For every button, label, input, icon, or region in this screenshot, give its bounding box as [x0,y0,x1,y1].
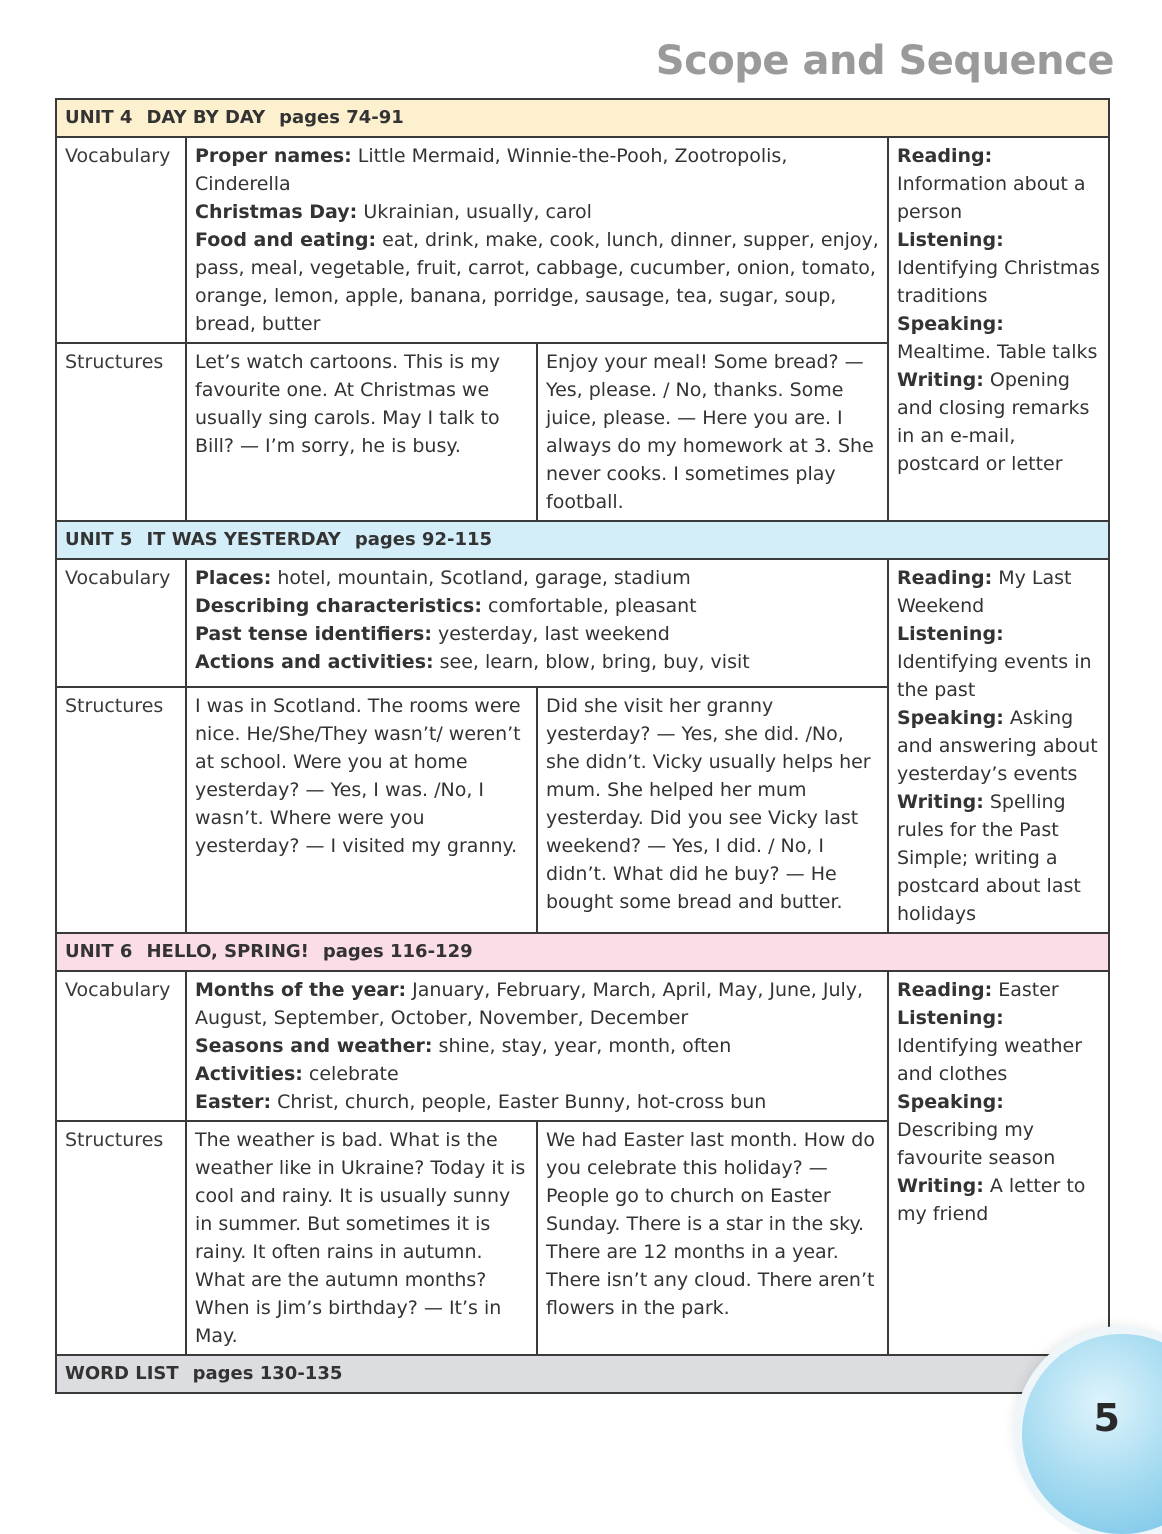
unit-header [56,521,1109,559]
structures-cell-right: Enjoy your meal! Some bread? — Yes, please. / No, thanks. Some juice, please. — Here you are. I always do my homework at 3. She never cooks. I sometimes play football. [537,343,888,521]
vocab-text: Christ, church, people, Easter Bunny, hot-cross bun [271,1091,767,1113]
unit-title: IT WAS YESTERDAY [146,529,341,550]
structures-cell-left: The weather is bad. What is the weather like in Ukraine? Today it is cool and rainy. It is usually sunny in summer. But sometimes it is rainy. It often rains in autumn. What are the autumn months? When is Jim’s birthday? — It’s in May. [186,1121,537,1355]
vocabulary-label: Vocabulary [56,971,186,1121]
word-list-row [56,1355,1109,1393]
page-number: 5 [1093,1396,1120,1440]
skill-text: Identifying Christmas traditions [897,257,1100,307]
vocab-text: Little Mermaid, Winnie-the-Pooh, Zootropolis, Cinderella [195,145,788,195]
skill-text: Information about a person [897,173,1086,223]
vocab-text: Ukrainian, usually, carol [357,201,592,223]
word-list-label: WORD LIST [65,1363,179,1384]
unit-title: HELLO, SPRING! [146,941,309,962]
vocab-key: Activities: [195,1063,303,1085]
vocab-text: eat, drink, make, cook, lunch, dinner, supper, enjoy, pass, meal, vegetable, fruit, carrot, cabbage, cucumber, onion, tomato, orange, lemon, apple, banana, porridge, sausage, tea, sugar, soup, bread, butter [195,229,879,335]
skill-key: Listening: [897,229,1004,251]
vocab-key: Places: [195,567,272,589]
unit-pages: pages 92-115 [354,529,493,550]
vocab-text: yesterday, last weekend [431,623,670,645]
unit-title: DAY BY DAY [146,107,266,128]
skill-key: Reading: [897,567,993,589]
skill-key: Writing: [897,369,984,391]
skill-text: Spelling rules for the Past Simple; writing a postcard about last holidays [897,791,1081,925]
unit-number: UNIT 6 [65,941,133,962]
unit-pages: pages 74-91 [279,107,404,128]
skill-text: Mealtime. Table talks [897,341,1098,363]
skill-key: Listening: [897,623,1004,645]
skills-cell [888,971,1109,1355]
vocab-text: celebrate [302,1063,399,1085]
vocabulary-cell [186,559,888,687]
vocab-key: Proper names: [195,145,352,167]
vocab-text: January, February, March, April, May, June, July, August, September, October, November, December [195,979,864,1029]
vocab-key: Describing characteristics: [195,595,482,617]
unit-header [56,99,1109,137]
skill-text: Identifying events in the past [897,651,1092,701]
vocabulary-label: Vocabulary [56,559,186,687]
vocab-text: see, learn, blow, bring, buy, visit [433,651,750,673]
unit-header [56,933,1109,971]
vocabulary-row [56,559,1109,687]
word-list-header [56,1355,1109,1393]
skill-text: Identifying weather and clothes [897,1035,1083,1085]
structures-cell-right: We had Easter last month. How do you celebrate this holiday? — People go to church on Easter Sunday. There is a star in the sky. There are 12 months in a year. There isn’t any cloud. There aren’t flowers in the park. [537,1121,888,1355]
vocabulary-row [56,137,1109,343]
skills-cell [888,137,1109,521]
scope-sequence-table [55,98,1110,1394]
vocabulary-label: Vocabulary [56,137,186,343]
unit-header-row [56,933,1109,971]
skill-key: Speaking: [897,707,1004,729]
structures-cell-left: Let’s watch cartoons. This is my favourite one. At Christmas we usually sing carols. May I talk to Bill? — I’m sorry, he is busy. [186,343,537,521]
vocab-text: shine, stay, year, month, often [432,1035,732,1057]
vocab-key: Food and eating: [195,229,377,251]
vocab-key: Past tense identifiers: [195,623,432,645]
skill-text: Asking and answering about yesterday’s events [897,707,1098,785]
unit-header-row [56,521,1109,559]
structures-cell-left: I was in Scotland. The rooms were nice. He/She/They wasn’t/ weren’t at school. Were you at home yesterday? — Yes, I was. /No, I wasn’t. Where were you yesterday? — I visited my granny. [186,687,537,933]
skill-key: Reading: [897,145,993,167]
unit-number: UNIT 5 [65,529,133,550]
vocab-key: Seasons and weather: [195,1035,433,1057]
structures-label: Structures [56,1121,186,1355]
structures-cell-right: Did she visit her granny yesterday? — Yes, she did. /No, she didn’t. Vicky usually helps her mum. She helped her mum yesterday. Did you see Vicky last weekend? — Yes, I did. / No, I didn’t. What did he buy? — He bought some bread and butter. [537,687,888,933]
skill-text: Describing my favourite season [897,1119,1056,1169]
skill-key: Listening: [897,1007,1004,1029]
skill-key: Writing: [897,791,984,813]
vocabulary-cell [186,971,888,1121]
vocab-key: Christmas Day: [195,201,358,223]
structures-label: Structures [56,687,186,933]
skills-cell [888,559,1109,933]
vocabulary-cell [186,137,888,343]
unit-header-row [56,99,1109,137]
skill-key: Speaking: [897,1091,1004,1113]
skill-text: A letter to my friend [897,1175,1086,1225]
skill-text: Easter [992,979,1059,1001]
skill-text: Opening and closing remarks in an e-mail, postcard or letter [897,369,1090,475]
skill-key: Writing: [897,1175,984,1197]
vocab-text: comfortable, pleasant [481,595,697,617]
vocab-text: hotel, mountain, Scotland, garage, stadium [271,567,691,589]
word-list-pages: pages 130-135 [192,1363,343,1384]
unit-number: UNIT 4 [65,107,133,128]
page-title: Scope and Sequence [655,38,1114,84]
vocab-key: Actions and activities: [195,651,434,673]
skill-text: My Last Weekend [897,567,1072,617]
unit-pages: pages 116-129 [322,941,473,962]
vocab-key: Months of the year: [195,979,407,1001]
structures-label: Structures [56,343,186,521]
skill-key: Speaking: [897,313,1004,335]
vocab-key: Easter: [195,1091,272,1113]
skill-key: Reading: [897,979,993,1001]
vocabulary-row [56,971,1109,1121]
